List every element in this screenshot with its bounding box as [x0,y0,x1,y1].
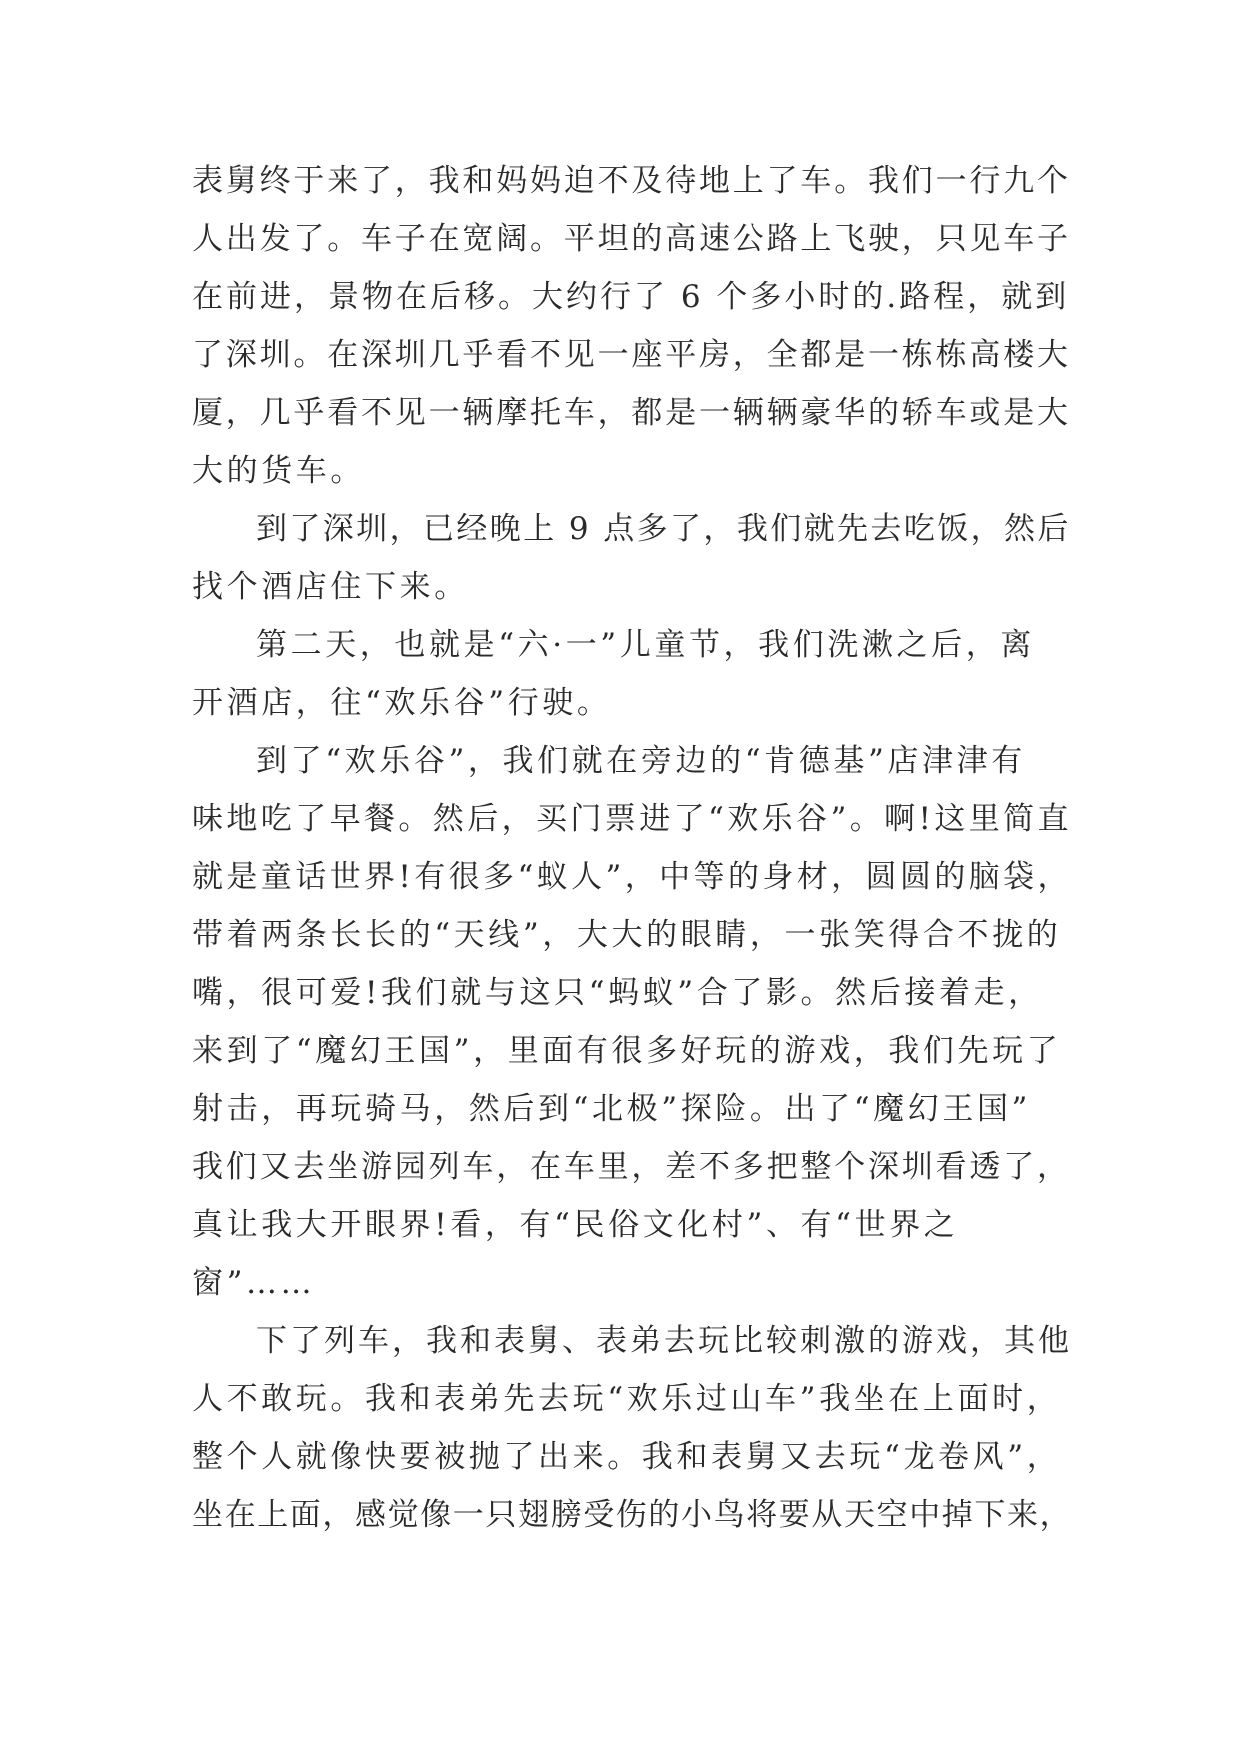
paragraph-first-line: 第二天，也就是“六·一”儿童节，我们洗漱之后，离 [256,627,1035,663]
text-line: 了深圳。在深圳几乎看不见一座平房，全都是一栋栋高楼大 [192,337,1071,373]
text-line: 来到了“魔幻王国”，里面有很多好玩的游戏，我们先玩了 [192,1033,1062,1069]
text-line: 开酒店，往“欢乐谷”行驶。 [192,685,612,721]
text-line: 大的货车。 [192,453,365,489]
text-line: 就是童话世界!有很多“蚁人”，中等的身材，圆圆的脑袋， [192,859,1072,895]
paragraph-first-line: 到了深圳，已经晚上 9 点多了，我们就先去吃饭，然后 [256,511,1071,547]
text-line: 我们又去坐游园列车，在车里，差不多把整个深圳看透了， [192,1149,1071,1185]
text-line: 嘴，很可爱!我们就与这只“蚂蚁”合了影。然后接着走， [192,975,1043,1011]
text-line: 坐在上面，感觉像一只翅膀受伤的小鸟将要从天空中掉下来， [192,1497,1073,1533]
text-line: 窗”…… [192,1265,316,1301]
text-line: 味地吃了早餐。然后，买门票进了“欢乐谷”。啊!这里简直 [192,801,1072,837]
text-line: 整个人就像快要被抛了出来。我和表舅又去玩“龙卷风”， [192,1439,1062,1475]
paragraph-first-line: 到了“欢乐谷”，我们就在旁边的“肯德基”店津津有 [256,743,1026,779]
text-line: 真让我大开眼界!看，有“民俗文化村”、有“世界之 [192,1207,959,1243]
text-line: 在前进，景物在后移。大约行了 6 个多小时的.路程，就到 [192,279,1070,315]
text-line: 人出发了。车子在宽阔。平坦的高速公路上飞驶，只见车子 [192,221,1071,257]
text-line: 人不敢玩。我和表弟先去玩“欢乐过山车”我坐在上面时， [192,1381,1062,1417]
paragraph-first-line: 下了列车，我和表舅、表弟去玩比较刺激的游戏，其他 [256,1323,1072,1359]
text-line: 厦，几乎看不见一辆摩托车，都是一辆辆豪华的轿车或是大 [192,395,1071,431]
body-text [192,152,1072,1544]
text-line: 射击，再玩骑马，然后到“北极”探险。出了“魔幻王国” [192,1091,1031,1127]
text-line: 找个酒店住下来。 [192,569,469,605]
text-line: 表舅终于来了，我和妈妈迫不及待地上了车。我们一行九个 [192,163,1071,199]
text-line: 带着两条长长的“天线”，大大的眼睛，一张笑得合不拢的 [192,917,1062,953]
